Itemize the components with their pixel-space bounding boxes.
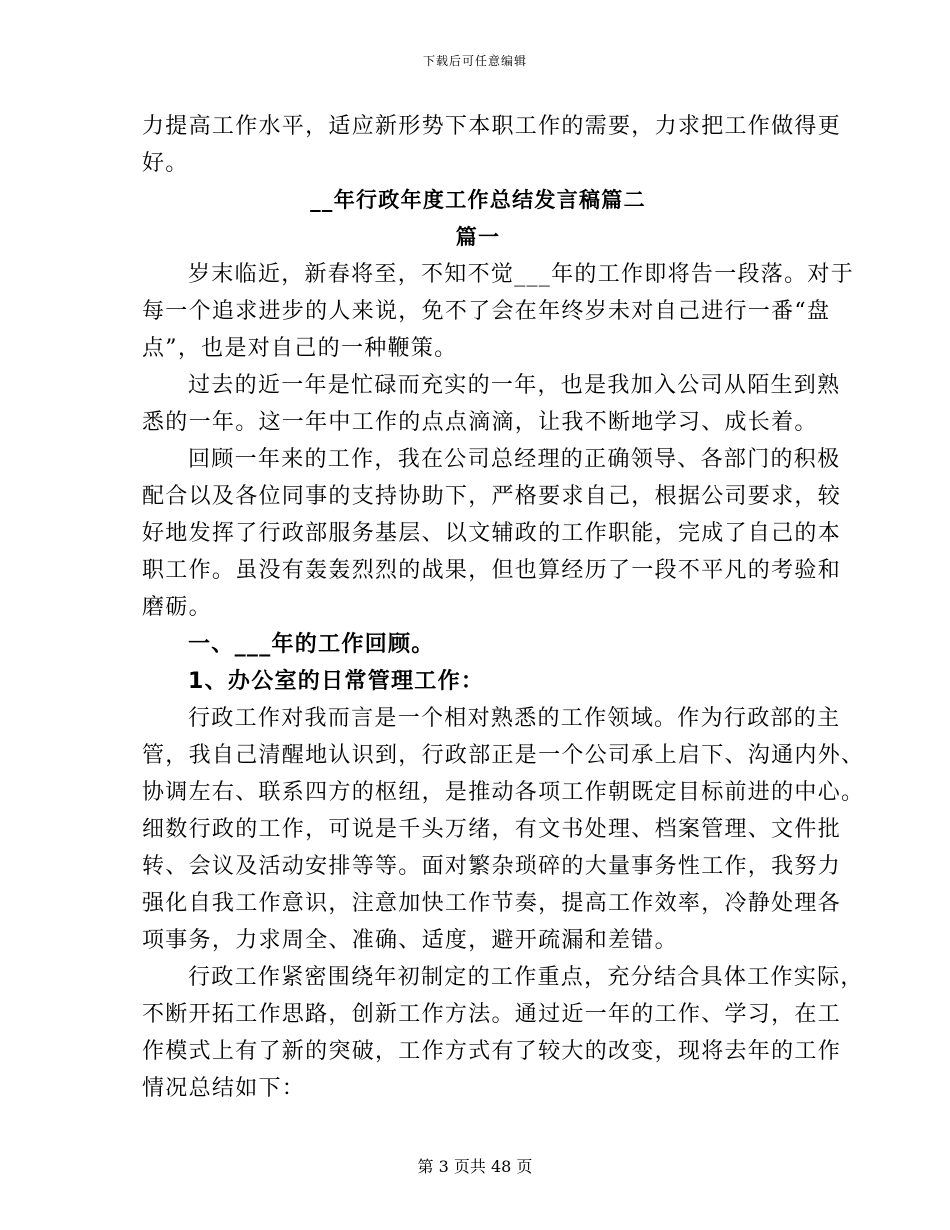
body-line: 协调左右、联系四方的枢纽，是推动各项工作朝既定目标前进的中心。 — [142, 780, 865, 805]
heading-office-management: 1、办公室的日常管理工作： — [188, 669, 485, 694]
body-line: 情况总结如下： — [142, 1076, 306, 1101]
body-line: 不断开拓工作思路，创新工作方法。通过近一年的工作、学习，在工 — [142, 1002, 842, 1027]
body-line: 转、会议及活动安排等等。面对繁杂琐碎的大量事务性工作，我努力 — [142, 854, 842, 879]
body-line: 力提高工作水平，适应新形势下本职工作的需要，力求把工作做得更 — [142, 114, 842, 139]
body-line: 悉的一年。这一年中工作的点点滴滴，让我不断地学习、成长着。 — [142, 410, 818, 435]
paragraph-start: 岁末临近，新春将至，不知不觉___年的工作即将告一段落。对于 — [188, 262, 855, 287]
body-line: 细数行政的工作，可说是千头万绪，有文书处理、档案管理、文件批 — [142, 817, 842, 842]
body-line: 磨砺。 — [142, 595, 212, 620]
body-line: 好地发挥了行政部服务基层、以文辅政的工作职能，完成了自己的本 — [142, 521, 842, 546]
body-line: 配合以及各位同事的支持协助下，严格要求自己，根据公司要求，较 — [142, 484, 842, 509]
paragraph-start: 回顾一年来的工作，我在公司总经理的正确领导、各部门的积极 — [188, 447, 841, 472]
body-line: 每一个追求进步的人来说，免不了会在年终岁未对自己进行一番“盘 — [142, 299, 831, 324]
heading-work-review: 一、___年的工作回顾。 — [188, 632, 435, 657]
section-title: __年行政年度工作总结发言稿篇二 — [310, 188, 646, 212]
page-footer: 第 3 页共 48 页 — [417, 1157, 533, 1176]
body-line: 好。 — [142, 151, 189, 176]
paragraph-start: 过去的近一年是忙碌而充实的一年，也是我加入公司从陌生到熟 — [188, 373, 841, 398]
document-body — [142, 108, 865, 1107]
body-line: 强化自我工作意识，注意加快工作节奏，提高工作效率，冷静处理各 — [142, 891, 842, 916]
body-line: 项事务，力求周全、准确、适度，避开疏漏和差错。 — [142, 928, 678, 953]
body-line: 职工作。虽没有轰轰烈烈的战果，但也算经历了一段不平凡的考验和 — [142, 558, 842, 583]
paragraph-start: 行政工作对我而言是一个相对熟悉的工作领域。作为行政部的主 — [188, 706, 841, 731]
body-line: 管，我自己清醒地认识到，行政部正是一个公司承上启下、沟通内外、 — [142, 743, 865, 768]
page-header: 下载后可任意编辑 — [422, 54, 527, 68]
body-line: 点”，也是对自己的一种鞭策。 — [142, 336, 458, 361]
paragraph-start: 行政工作紧密围绕年初制定的工作重点，充分结合具体工作实际， — [188, 965, 864, 990]
subsection-title: 篇一 — [455, 225, 501, 249]
body-line: 作模式上有了新的突破，工作方式有了较大的改变，现将去年的工作 — [142, 1039, 842, 1064]
